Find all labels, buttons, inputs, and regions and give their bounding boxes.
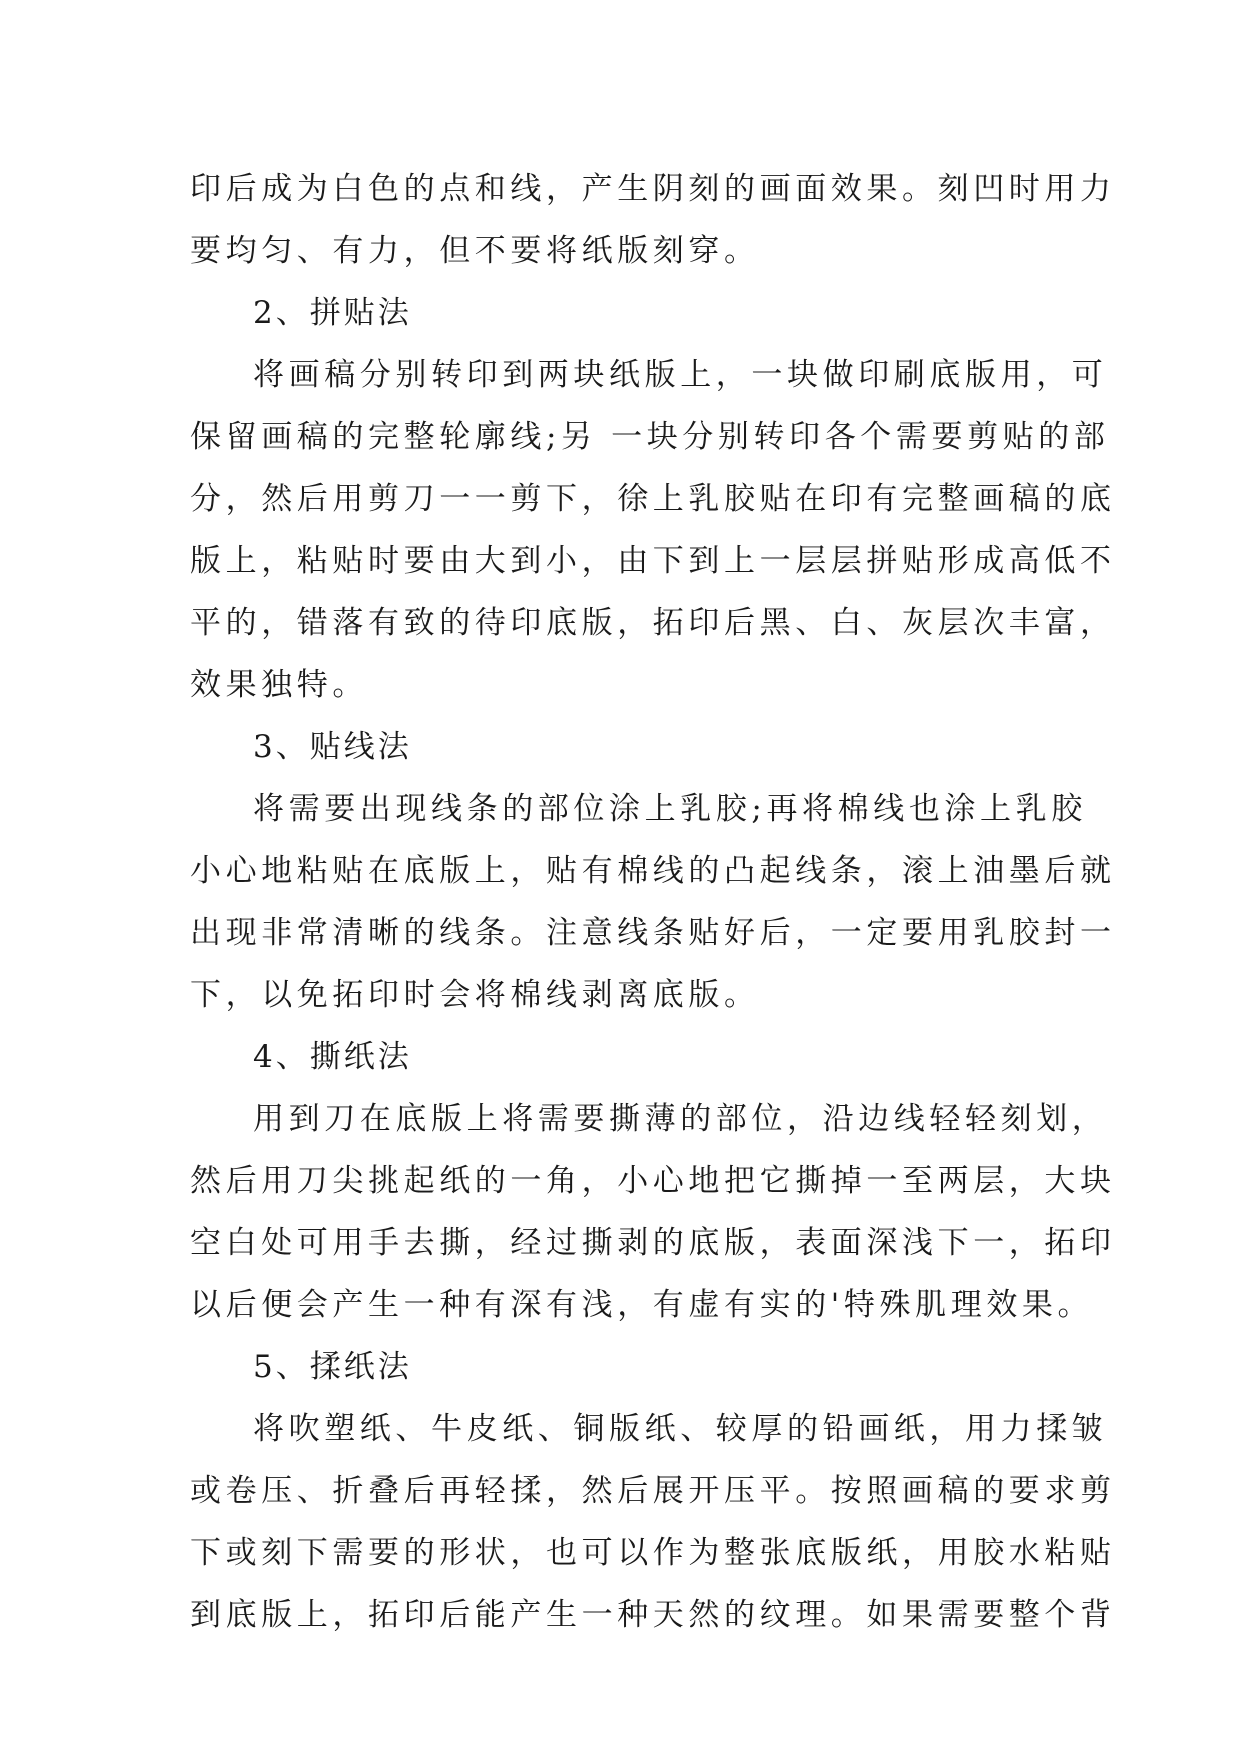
text-line-16: 用到刀在底版上将需要撕薄的部位，沿边线轻轻刻划，: [253, 1101, 1108, 1137]
text-line-13: 出现非常清晰的线条。注意线条贴好后，一定要用乳胶封一: [190, 915, 1116, 951]
text-line-5: 保留画稿的完整轮廓线;另 一块分别转印各个需要剪贴的部: [190, 419, 1110, 455]
text-line-19: 以后便会产生一种有深有浅，有虚有实的'特殊肌理效果。: [190, 1287, 1094, 1323]
text-line-11: 将需要出现线条的部位涂上乳胶;再将棉线也涂上乳胶: [253, 791, 1087, 827]
section-heading-4: 4、撕纸法: [253, 1039, 412, 1075]
text-line-17: 然后用刀尖挑起纸的一角，小心地把它撕掉一至两层，大块: [190, 1163, 1116, 1199]
text-line-12: 小心地粘贴在底版上，贴有棉线的凸起线条，滚上油墨后就: [190, 853, 1116, 889]
text-line-6: 分，然后用剪刀一一剪下，徐上乳胶贴在印有完整画稿的底: [190, 481, 1116, 517]
text-line-14: 下，以免拓印时会将棉线剥离底版。: [190, 977, 760, 1013]
text-line-22: 或卷压、折叠后再轻揉，然后展开压平。按照画稿的要求剪: [190, 1473, 1116, 1509]
text-line-4: 将画稿分别转印到两块纸版上，一块做印刷底版用，可: [253, 357, 1108, 393]
text-line-9: 效果独特。: [190, 667, 368, 703]
section-heading-3: 3、贴线法: [253, 729, 412, 765]
section-heading-5: 5、揉纸法: [253, 1349, 412, 1385]
text-line-21: 将吹塑纸、牛皮纸、铜版纸、较厚的铅画纸，用力揉皱: [253, 1411, 1108, 1447]
text-line-24: 到底版上，拓印后能产生一种天然的纹理。如果需要整个背: [190, 1597, 1116, 1633]
text-line-1: 印后成为白色的点和线，产生阴刻的画面效果。刻凹时用力: [190, 171, 1116, 207]
section-heading-2: 2、拼贴法: [253, 295, 412, 331]
text-line-8: 平的，错落有致的待印底版，拓印后黑、白、灰层次丰富，: [190, 605, 1116, 641]
text-line-7: 版上，粘贴时要由大到小，由下到上一层层拼贴形成高低不: [190, 543, 1116, 579]
text-line-18: 空白处可用手去撕，经过撕剥的底版，表面深浅下一，拓印: [190, 1225, 1116, 1261]
document-body: [190, 158, 1116, 1646]
text-line-2: 要均匀、有力，但不要将纸版刻穿。: [190, 233, 760, 269]
text-line-23: 下或刻下需要的形状，也可以作为整张底版纸，用胶水粘贴: [190, 1535, 1116, 1571]
